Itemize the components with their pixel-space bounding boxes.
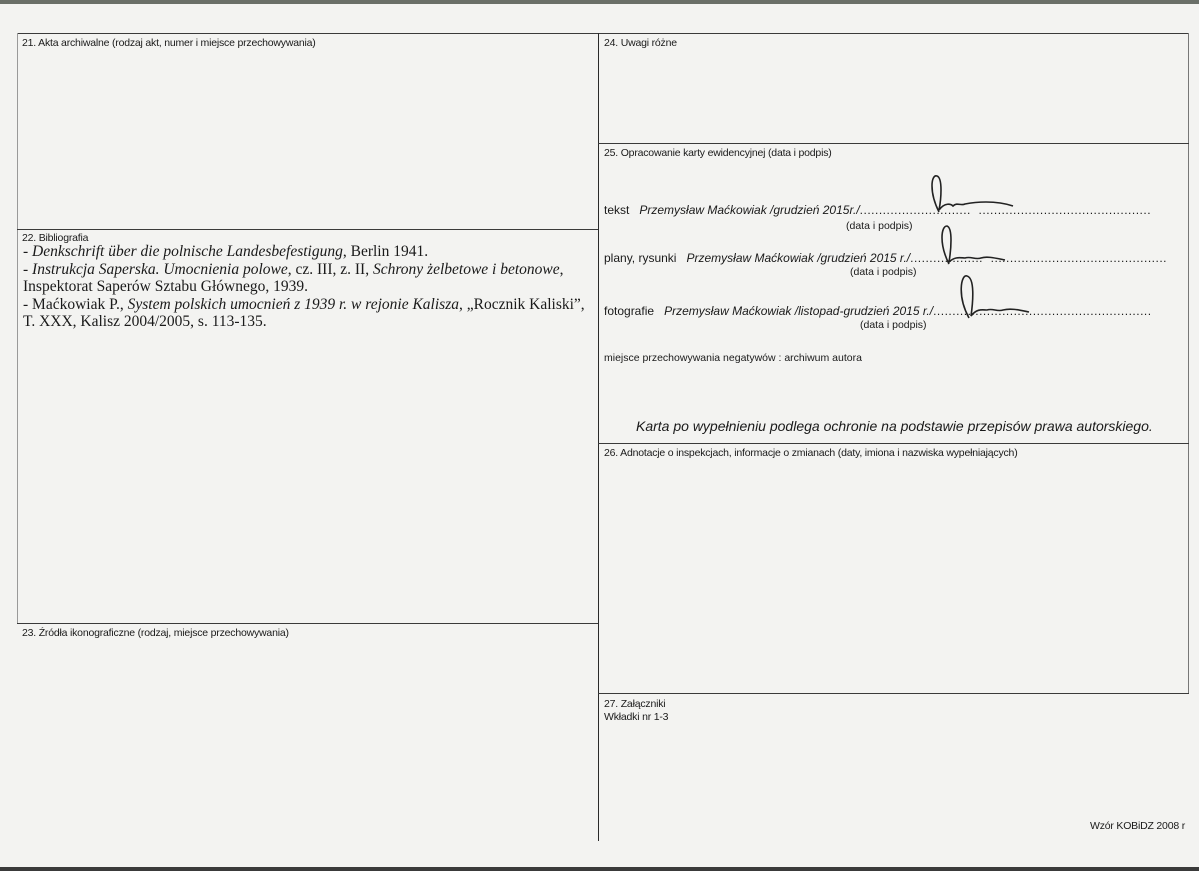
entry-details: , Berlin 1941. <box>342 243 429 260</box>
section-26-label: 26. Adnotacje o inspekcjach, informacje o zmianach (daty, imiona i nazwiska wypełniających) <box>604 447 1018 459</box>
form-right-border <box>1188 33 1189 693</box>
section-23-label: 23. Źródła ikonograficzne (rodzaj, miejsce przechowywania) <box>22 627 289 639</box>
form-left-border <box>17 33 18 623</box>
row-name: plany, rysunki <box>604 251 677 265</box>
entry-title: System polskich umocnień z 1939 r. w rejonie Kalisza <box>127 295 459 313</box>
signature-icon <box>925 172 1020 217</box>
row-caption: (data i podpis) <box>860 319 927 331</box>
entry-details: , Inspektorat Saperów Sztabu Głównego, 1939. <box>23 260 564 295</box>
divider-24-25 <box>598 143 1189 144</box>
section-21-label: 21. Akta archiwalne (rodzaj akt, numer i miejsce przechowywania) <box>22 37 316 49</box>
section-22-label: 22. Bibliografia <box>22 232 89 244</box>
column-divider <box>598 33 599 841</box>
row-plany: plany, rysunki Przemysław Maćkowiak /grudzień 2015 r./................... .............................................. <box>604 251 1168 265</box>
row-value: Przemysław Maćkowiak /grudzień 2015r./ <box>639 203 860 217</box>
bibliography-entry <box>23 261 593 296</box>
entry-subtitle: Schrony żelbetowe i betonowe <box>372 260 560 278</box>
bibliography-entry <box>23 296 593 331</box>
entry-details: , cz. III, z. II, <box>287 260 373 278</box>
divider-21-22 <box>17 229 598 230</box>
row-caption: (data i podpis) <box>850 266 917 278</box>
row-caption: (data i podpis) <box>846 220 913 232</box>
section-27-label: 27. Załączniki <box>604 698 666 710</box>
scan-edge-top <box>0 0 1199 4</box>
negatives-location: miejsce przechowywania negatywów : archiwum autora <box>604 352 862 364</box>
row-name: fotografie <box>604 304 655 318</box>
signature-icon <box>955 272 1035 322</box>
divider-26-27 <box>598 693 1189 694</box>
row-value: Przemysław Maćkowiak /listopad-grudzień 2015 r./ <box>664 304 934 318</box>
signature-icon <box>935 222 1015 267</box>
row-value: Przemysław Maćkowiak /grudzień 2015 r./ <box>686 251 911 265</box>
row-fotografie: fotografie Przemysław Maćkowiak /listopad-grudzień 2015 r./......................................................... <box>604 304 1152 318</box>
entry-author: - Maćkowiak P., <box>23 295 128 313</box>
section-25-label: 25. Opracowanie karty ewidencyjnej (data i podpis) <box>604 147 832 159</box>
entry-title: - Instrukcja Saperska. Umocnienia polowe <box>23 260 288 278</box>
scan-edge-bottom <box>0 867 1199 871</box>
divider-22-23 <box>17 623 598 624</box>
divider-25-26 <box>598 443 1189 444</box>
form-top-border <box>17 33 1189 34</box>
attachments-value: Wkładki nr 1-3 <box>604 711 669 723</box>
copyright-notice: Karta po wypełnieniu podlega ochronie na podstawie przepisów prawa autorskiego. <box>636 418 1153 434</box>
entry-title: - Denkschrift über die polnische Landesbefestigung <box>23 243 343 260</box>
row-name: tekst <box>604 203 630 217</box>
bibliography-entry <box>23 243 593 261</box>
row-tekst: tekst Przemysław Maćkowiak /grudzień 2015r./............................. ............................................. <box>604 203 1152 217</box>
form-template-footer: Wzór KOBiDZ 2008 r <box>1089 820 1185 832</box>
section-24-label: 24. Uwagi różne <box>604 37 677 49</box>
bibliography-list <box>23 243 593 331</box>
entry-details: , „Rocznik Kaliski”, T. XXX, Kalisz 2004/2005, s. 113-135. <box>23 295 585 330</box>
